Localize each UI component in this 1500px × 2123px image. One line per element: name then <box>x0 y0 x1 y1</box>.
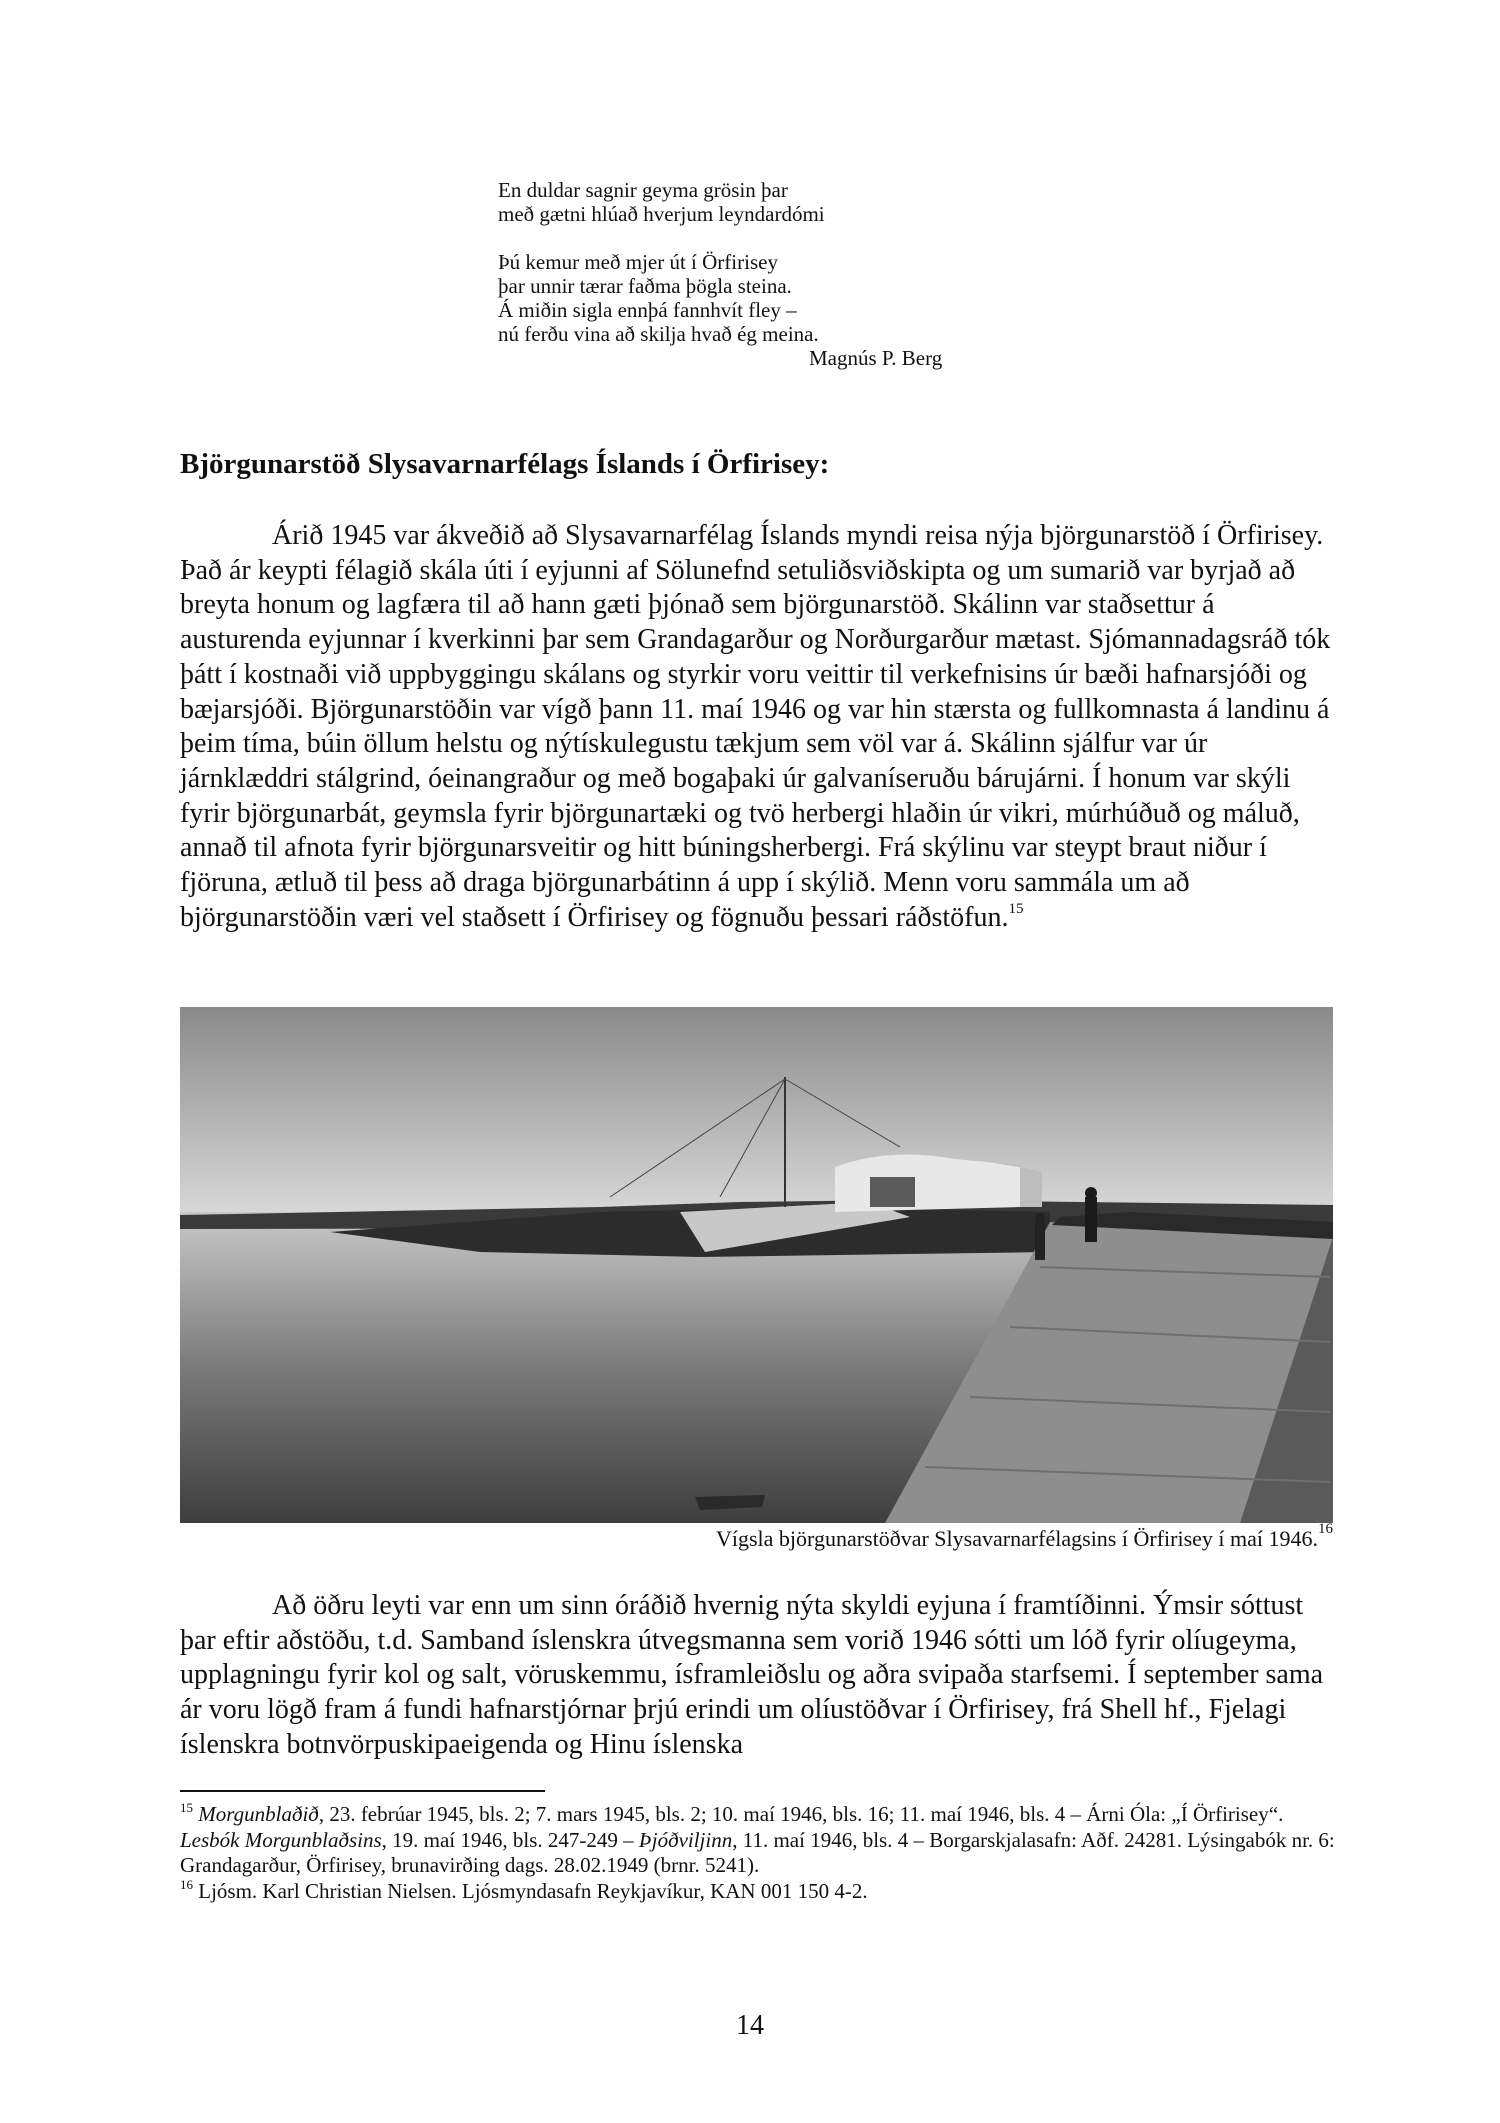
section-heading: Björgunarstöð Slysavarnarfélags Íslands í Örfirisey: <box>180 448 830 480</box>
footnote-ref: 16 <box>1318 1521 1333 1537</box>
paragraph-text: Árið 1945 var ákveðið að Slysavarnarfélag Íslands myndi reisa nýja björgunarstöð í Örfirisey. Það ár keypti félagið skála úti í eyjunni af Sölunefnd setuliðsviðskipta og um sumarið var byrjað að breyta honum og lagfæra til að hann gæti þjónað sem björgunarstöð. Skálinn var staðsettur á austurenda eyjunnar í kverkinni þar sem Grandagarður og Norðurgarður mætast. Sjómannadagsráð tók þátt í kostnaði við uppbyggingu skálans og styrkir voru veittir til verkefnisins úr bæði hafnarsjóði og bæjarsjóði. Björgunarstöðin var vígð þann 11. maí 1946 og var hin stærsta og fullkomnasta á landinu á þeim tíma, búin öllum helstu og nýtískulegustu tækjum sem völ var á. Skálinn sjálfur var úr járnklæddri stálgrind, óeinangraður og með bogaþaki úr galvaníseruðu bárujárni. Í honum var skýli fyrir björgunarbát, geymsla fyrir björgunartæki og tvö herbergi hlaðin úr vikri, múrhúðuð og máluð, annað til afnota fyrir björgunarsveitir og hitt búningsherbergi. Frá skýlinu var steypt braut niður í fjöruna, ætluð til þess að draga björgunarbátinn á upp í skýlið. Menn voru sammála um að björgunarstöðin væri vel staðsett í Örfirisey og fögnuðu þessari ráðstöfun. <box>180 520 1331 933</box>
photo-illustration <box>180 1007 1333 1523</box>
footnote-16 <box>180 1876 1340 1905</box>
photo-caption <box>180 1521 1333 1553</box>
body-paragraph-2: Að öðru leyti var enn um sinn óráðið hvernig nýta skyldi eyjuna í framtíðinni. Ýmsir sóttust þar eftir aðstöðu, t.d. Samband íslenskra útvegsmanna sem vorið 1946 sótti um lóð fyrir olíugeyma, upplagningu fyrir kol og salt, vöruskemmu, ísframleiðslu og aðra svipaða starfsemi. Í september sama ár voru lögð fram á fundi hafnarstjórnar þrjú erindi um olíustöðvar í Örfirisey, frá Shell hf., Fjelagi íslenskra botnvörpuskipaeigenda og Hinu íslenska <box>180 1590 1324 1760</box>
footnote-divider <box>180 1790 545 1792</box>
footnote-15 <box>180 1802 1340 1879</box>
footnote-text: Ljósm. Karl Christian Nielsen. Ljósmyndasafn Reykjavíkur, KAN 001 150 4-2. <box>198 1878 868 1903</box>
caption-text: Vígsla björgunarstöðvar Slysavarnarfélagsins í Örfirisey í maí 1946. <box>715 1526 1318 1551</box>
historic-photo <box>180 1007 1333 1523</box>
footnote-text: , 11. maí 1946, bls. 4 – Borgarskjalasafn: Aðf. 24281. Lýsingabók nr. 6: Grandagarður, Örfirisey, brunavirðing dags. 28.02.1949 (brnr. 5241). <box>180 1827 1335 1877</box>
footnote-number: 15 <box>180 1800 193 1815</box>
page-number: 14 <box>736 2010 764 2041</box>
poem-line: með gætni hlúað hverjum leyndardómi <box>498 202 825 226</box>
footnotes <box>180 1802 1340 1904</box>
poem-line: Þú kemur með mjer út í Örfirisey <box>498 250 778 274</box>
source-title: Morgunblaðið <box>198 1802 319 1826</box>
footnote-number: 16 <box>180 1876 193 1892</box>
poem-stanza-1 <box>498 178 1018 226</box>
body-paragraph-1 <box>180 519 1340 935</box>
footnote-ref: 15 <box>1008 900 1024 917</box>
poem-stanza-2 <box>498 250 1018 346</box>
poem <box>498 178 1018 370</box>
poem-author: Magnús P. Berg <box>809 346 943 370</box>
footnote-text: , 19. maí 1946, bls. 247-249 – <box>381 1827 639 1852</box>
poem-line: Á miðin sigla ennþá fannhvít fley – <box>498 298 797 322</box>
poem-line: þar unnir tærar faðma þögla steina. <box>498 274 792 298</box>
poem-line: En duldar sagnir geyma grösin þar <box>498 178 788 202</box>
footnote-text: , 23. febrúar 1945, bls. 2; 7. mars 1945, bls. 2; 10. maí 1946, bls. 16; 11. maí 1946, bls. 4 – Árni Óla: „Í Örfirisey“. <box>318 1802 1284 1826</box>
source-title: Lesbók Morgunblaðsins <box>180 1827 382 1852</box>
poem-line: nú ferðu vina að skilja hvað ég meina. <box>498 322 819 346</box>
source-title: Þjóðviljinn <box>638 1827 733 1852</box>
